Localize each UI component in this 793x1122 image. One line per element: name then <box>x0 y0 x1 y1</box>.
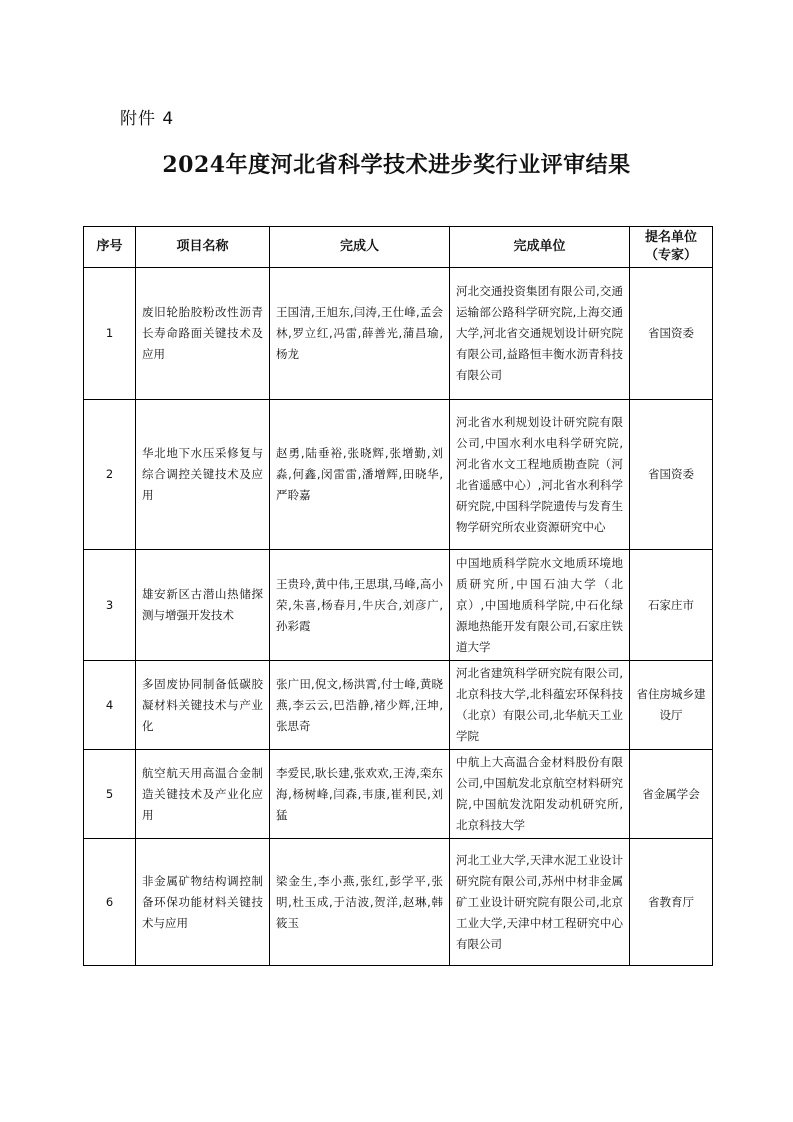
table-row <box>84 661 713 750</box>
row-number: 5 <box>84 750 136 839</box>
attachment-label: 附件 4 <box>120 109 175 129</box>
nominator: 石家庄市 <box>630 550 713 661</box>
nominator: 省教育厅 <box>630 839 713 966</box>
row-number: 2 <box>84 400 136 550</box>
page-title: 2024年度河北省科学技术进步奖行业评审结果 <box>162 152 631 178</box>
project-name: 雄安新区古潜山热储探测与增强开发技术 <box>136 550 270 661</box>
header-people: 完成人 <box>270 227 450 268</box>
completing-units: 中航上大高温合金材料股份有限公司,中国航发北京航空材料研究院,中国航发沈阳发动机研究所,北京科技大学 <box>450 750 630 839</box>
header-nominator <box>630 227 713 268</box>
table-row <box>84 400 713 550</box>
table-row <box>84 750 713 839</box>
completers: 赵勇,陆垂裕,张晓辉,张增勤,刘淼,何鑫,闵雷雷,潘增辉,田晓华,严聆嘉 <box>270 400 450 550</box>
table-row <box>84 839 713 966</box>
completers: 王国清,王旭东,闫涛,王仕峰,孟会林,罗立红,冯雷,薛善光,蒲昌瑜,杨龙 <box>270 268 450 400</box>
completers: 李爱民,耿长建,张欢欢,王涛,栾东海,杨树峰,闫森,韦康,崔利民,刘猛 <box>270 750 450 839</box>
table-row <box>84 268 713 400</box>
header-project: 项目名称 <box>136 227 270 268</box>
completing-units: 河北工业大学,天津水泥工业设计研究院有限公司,苏州中材非金属矿工业设计研究院有限公司,北京工业大学,天津中材工程研究中心有限公司 <box>450 839 630 966</box>
completing-units: 中国地质科学院水文地质环境地质研究所,中国石油大学（北京）,中国地质科学院,中石化绿源地热能开发有限公司,石家庄铁道大学 <box>450 550 630 661</box>
completers: 梁金生,李小燕,张红,彭学平,张明,杜玉成,于洁波,贺洋,赵琳,韩筱玉 <box>270 839 450 966</box>
header-nominator-line2: （专家） <box>644 248 697 263</box>
header-unit: 完成单位 <box>450 227 630 268</box>
project-name: 废旧轮胎胶粉改性沥青长寿命路面关键技术及应用 <box>136 268 270 400</box>
row-number: 4 <box>84 661 136 750</box>
completing-units: 河北省建筑科学研究院有限公司,北京科技大学,北科蕴宏环保科技（北京）有限公司,北华航天工业学院 <box>450 661 630 750</box>
header-no: 序号 <box>84 227 136 268</box>
completers: 张广田,倪文,杨洪霄,付士峰,黄晓燕,李云云,巴浩静,褚少辉,汪坤,张思奇 <box>270 661 450 750</box>
project-name: 非金属矿物结构调控制备环保功能材料关键技术与应用 <box>136 839 270 966</box>
header-nominator-line1: 提名单位 <box>644 230 697 245</box>
row-number: 6 <box>84 839 136 966</box>
nominator: 省住房城乡建设厅 <box>630 661 713 750</box>
completers: 王贵玲,黄中伟,王思琪,马峰,高小荣,朱喜,杨春月,牛庆合,刘彦广,孙彩霞 <box>270 550 450 661</box>
row-number: 1 <box>84 268 136 400</box>
nominator: 省国资委 <box>630 400 713 550</box>
nominator: 省金属学会 <box>630 750 713 839</box>
table-header-row <box>84 227 713 268</box>
completing-units: 河北省水利规划设计研究院有限公司,中国水利水电科学研究院,河北省水文工程地质勘查院（河北省遥感中心）,河北省水利科学研究院,中国科学院遗传与发育生物学研究所农业资源研究中心 <box>450 400 630 550</box>
nominator: 省国资委 <box>630 268 713 400</box>
table-row <box>84 550 713 661</box>
project-name: 华北地下水压采修复与综合调控关键技术及应用 <box>136 400 270 550</box>
results-table <box>83 226 713 966</box>
completing-units: 河北交通投资集团有限公司,交通运输部公路科学研究院,上海交通大学,河北省交通规划设计研究院有限公司,益路恒丰衡水沥青科技有限公司 <box>450 268 630 400</box>
project-name: 航空航天用高温合金制造关键技术及产业化应用 <box>136 750 270 839</box>
project-name: 多固废协同制备低碳胶凝材料关键技术与产业化 <box>136 661 270 750</box>
row-number: 3 <box>84 550 136 661</box>
